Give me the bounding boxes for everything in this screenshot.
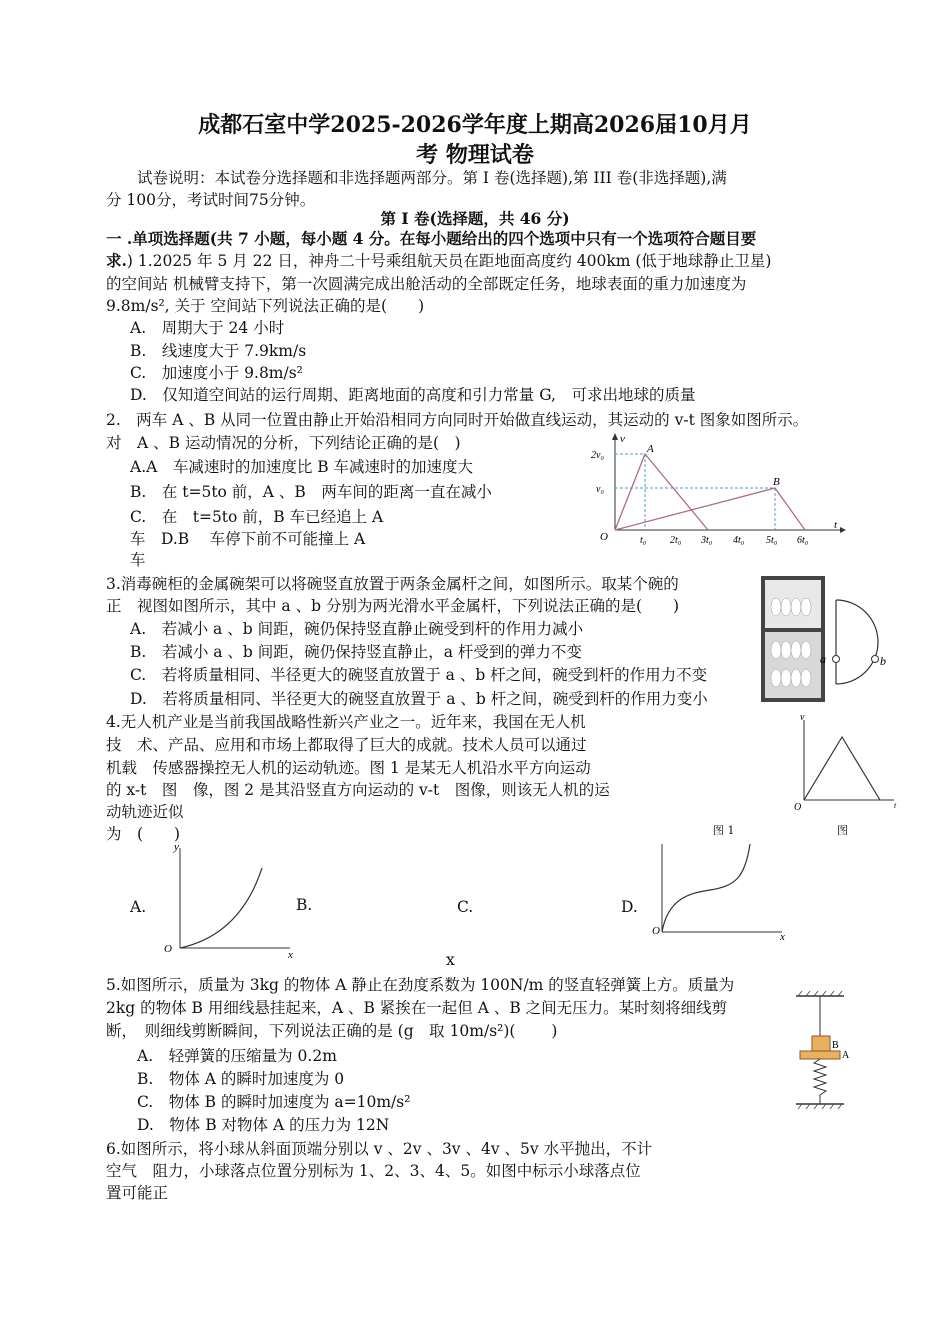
t-axis-arrow xyxy=(840,527,846,533)
q5-option-d: D. 物体 B 对物体 A 的压力为 12N xyxy=(137,1116,390,1134)
q4-option-d: D. xyxy=(621,898,638,916)
section-instruction-cont xyxy=(106,249,771,271)
x-label: x xyxy=(288,949,293,958)
x-tick: 5t₀ xyxy=(766,535,778,545)
q2-option-a: A.A 车减速时的加速度比 B 车减速时的加速度大 xyxy=(130,458,474,476)
q5-option-c: C. 物体 B 的瞬时加速度为 a=10m/s² xyxy=(137,1093,411,1111)
o-label: O xyxy=(652,925,660,937)
q4-option-a-graph xyxy=(160,840,300,958)
q1-line1: ) 1.2025 年 5 月 22 日，神舟二十号乘组航天员在距地面高度约 400km (低于地球静止卫星) xyxy=(126,252,772,270)
page-subtitle: 考 物理试卷 xyxy=(416,142,534,168)
section-heading: 第 I 卷(选择题，共 46 分) xyxy=(380,209,570,228)
q3-option-c: C. 若将质量相同、半径更大的碗竖直放置于 a 、b 杆之间，碗受到杆的作用力不变 xyxy=(130,666,708,684)
q5-line: 断， 则细线剪断瞬间，下列说法正确的是 (g 取 10m/s²)( ) xyxy=(106,1022,558,1040)
v-axis-arrow xyxy=(612,433,618,440)
rod-b xyxy=(872,656,879,663)
q5-option-b: B. 物体 A 的瞬时加速度为 0 xyxy=(137,1070,345,1088)
y-tick-v0: v₀ xyxy=(596,484,604,495)
q5-line: 5.如图所示，质量为 3kg 的物体 A 静止在劲度系数为 100N/m 的竖直轻弹簧上方。质量为 xyxy=(106,976,735,994)
q4-line: 技 术、产品、应用和市场上都取得了巨大的成就。技术人员可以通过 xyxy=(106,736,587,754)
q4-option-a: A. xyxy=(130,898,147,916)
q1-option-a: A. 周期大于 24 小时 xyxy=(130,319,285,337)
v-label: v xyxy=(620,433,625,445)
t-label: t xyxy=(894,801,897,810)
page-title: 成都石室中学2025-2026学年度上期高2026届10月月 xyxy=(198,112,752,138)
y-tick-2v0: 2v₀ xyxy=(591,450,604,461)
x-tick: 6t₀ xyxy=(797,535,809,545)
origin-label: O xyxy=(600,531,608,543)
x-tick: 2t₀ xyxy=(670,535,682,545)
q6-line: 空气 阻力，小球落点位置分别标为 1、2、3、4、5。如图中标示小球落点位 xyxy=(106,1162,641,1180)
label-b: b xyxy=(880,654,886,668)
q1-option-b: B. 线速度大于 7.9km/s xyxy=(130,342,307,360)
y-label: y xyxy=(174,841,179,853)
q4-option-c: C. xyxy=(457,898,474,916)
intro-line: 试卷说明：本试卷分选择题和非选择题两部分。第 I 卷(选择题),第 III 卷(非选择题),满 xyxy=(137,169,727,187)
x-tick: t₀ xyxy=(640,535,647,545)
q4-line: 机载 传感器操控无人机的运动轨迹。图 1 是某无人机沿水平方向运动 xyxy=(106,759,591,777)
block-a xyxy=(800,1051,840,1059)
q4-option-b: B. xyxy=(296,896,313,914)
instruction-end: 求. xyxy=(106,251,127,270)
intro-line: 分 100分，考试时间75分钟。 xyxy=(106,191,316,209)
x-tick: 4t₀ xyxy=(733,535,745,545)
q1-option-c: C. 加速度小于 9.8m/s² xyxy=(130,364,303,382)
q2-line: 对 A 、B 运动情况的分析，下列结论正确的是( ) xyxy=(106,434,461,452)
q4-fig2-vt xyxy=(790,712,900,812)
bowl-arc xyxy=(836,600,878,684)
q4-line: 的 x-t 图 像，图 2 是其沿竖直方向运动的 v-t 图像，则该无人机的运 xyxy=(106,781,610,799)
line-a xyxy=(615,454,708,530)
curve-d xyxy=(662,844,750,932)
q5-spring-figure xyxy=(790,990,860,1115)
bowl-front-view xyxy=(818,595,893,690)
point-b-label: B xyxy=(773,476,780,488)
rod-a xyxy=(833,656,840,663)
vt-triangle xyxy=(804,737,880,800)
q5-line: 2kg 的物体 B 用细线悬挂起来，A 、B 紧挨在一起但 A 、B 之间无压力。某时刻将细线剪 xyxy=(106,999,728,1017)
section-instruction: 一 .单项选择题(共 7 小题，每小题 4 分。在每小题给出的四个选项中只有一个选项符合题目要 xyxy=(106,229,757,248)
q1-line: 9.8m/s², 关于 空间站下列说法正确的是( ) xyxy=(106,297,425,315)
q2-option-d: 车 D.B 车停下前不可能撞上 A xyxy=(130,530,366,548)
spring xyxy=(814,1059,826,1104)
q4-line: 动轨迹近似 xyxy=(106,803,184,821)
curve-a xyxy=(180,868,262,948)
x-tick: 3t₀ xyxy=(701,535,713,545)
dish-cabinet-image xyxy=(760,575,826,703)
label-a: a xyxy=(820,652,826,666)
cabinet-lower-door xyxy=(765,632,821,698)
q2-vt-graph xyxy=(590,430,850,545)
q1-option-d: D. 仅知道空间站的运行周期、距离地面的高度和引力常量 G, 可求出地球的质量 xyxy=(130,386,696,404)
q2-line: 2. 两车 A 、B 从同一位置由静止开始沿相同方向同时开始做直线运动，其运动的 v-t 图象如图所示。 xyxy=(106,411,809,429)
o-label: O xyxy=(164,943,172,955)
q4-line: 为 ( ) xyxy=(106,825,181,843)
q6-line: 置可能正 xyxy=(106,1184,169,1202)
v-label: v xyxy=(800,712,805,723)
q4-line: 4.无人机产业是当前我国战略性新兴产业之一。近年来，我国在无人机 xyxy=(106,713,586,731)
block-b xyxy=(812,1036,830,1051)
x-label: x xyxy=(780,931,785,943)
o-label: O xyxy=(794,802,802,812)
line-b xyxy=(615,488,805,530)
q3-line: 3.消毒碗柜的金属碗架可以将碗竖直放置于两条金属杆之间，如图所示。取某个碗的 xyxy=(106,575,679,593)
fig2-caption: 图 xyxy=(837,824,848,837)
q5-option-a: A. 轻弹簧的压缩量为 0.2m xyxy=(137,1047,337,1065)
stray-x-label: x xyxy=(446,951,455,969)
q2-option-b: B. 在 t=5to 前，A 、B 两车间的距离一直在减小 xyxy=(130,483,492,501)
q2-option-d-cont: 车 xyxy=(130,551,146,569)
q1-line: 的空间站 机械臂支持下，第一次圆满完成出舱活动的全部既定任务，地球表面的重力加速度为 xyxy=(106,275,747,293)
q3-option-b: B. 若减小 a 、b 间距，碗仍保持竖直静止，a 杆受到的弹力不变 xyxy=(130,643,582,661)
q3-option-a: A. 若减小 a 、b 间距，碗仍保持竖直静止碗受到杆的作用力减小 xyxy=(130,620,584,638)
t-label: t xyxy=(834,519,838,531)
fig1-caption: 图 1 xyxy=(713,824,735,837)
q3-line: 正 视图如图所示，其中 a 、b 分别为两光滑水平金属杆，下列说法正确的是( ) xyxy=(106,597,680,615)
q6-line: 6.如图所示，将小球从斜面顶端分别以 v 、2v 、3v 、4v 、5v 水平抛出，不计 xyxy=(106,1140,653,1158)
label-a: A xyxy=(842,1050,850,1061)
q3-option-d: D. 若将质量相同、半径更大的碗竖直放置于 a 、b 杆之间，碗受到杆的作用力变小 xyxy=(130,690,708,708)
point-a-label: A xyxy=(647,443,654,455)
q4-option-d-graph xyxy=(650,838,795,946)
label-b: B xyxy=(832,1040,839,1051)
q2-option-c: C. 在 t=5to 前，B 车已经追上 A xyxy=(130,508,384,526)
